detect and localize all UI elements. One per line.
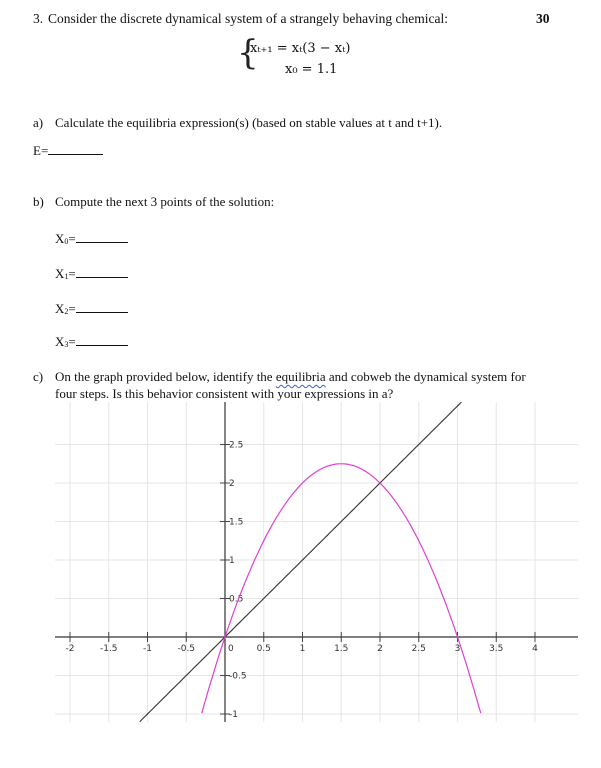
x1-var: X [55, 266, 65, 281]
y-tick-label: 0.5 [229, 594, 244, 605]
question-intro: Consider the discrete dynamical system of a strangely behaving chemical: [48, 11, 448, 26]
graph-curves [140, 402, 481, 722]
x-tick-label: 2 [377, 644, 383, 654]
x-tick-label: -1.5 [99, 644, 118, 654]
equilibria-answer-label: E= [33, 143, 49, 158]
recurrence-equation: xₜ₊₁ = xₜ(3 − xₜ) [250, 41, 351, 56]
part-a-text: Calculate the equilibria expression(s) (based on stable values at t and t+1). [55, 115, 443, 130]
x-tick-label: 0.5 [256, 644, 271, 654]
x2-var: X [55, 301, 65, 316]
part-b-label: b) [33, 194, 44, 209]
part-c-flagged-word: equilibria [275, 369, 326, 384]
y-tick-label: -0.5 [229, 671, 247, 682]
part-c-text-start: On the graph provided below, identify the [55, 369, 276, 384]
part-b-text: Compute the next 3 points of the solution: [55, 194, 275, 209]
x-tick-label: 3.5 [489, 644, 504, 654]
part-c-text-end: and cobweb the dynamical system for [325, 369, 526, 384]
x-tick-label: 1 [299, 644, 306, 654]
x-tick-label: 3 [454, 644, 461, 654]
x1-eq: = [68, 266, 76, 281]
graph-grid [55, 402, 578, 722]
y-tick-label: 2.5 [229, 440, 244, 451]
part-c-label: c) [33, 369, 44, 384]
x3-eq: = [68, 334, 76, 349]
question-number: 3. [33, 11, 44, 26]
initial-condition: x₀ = 1.1 [285, 62, 338, 77]
part-a-label: a) [33, 115, 44, 130]
graph-ticks [66, 441, 539, 721]
x0-eq: = [68, 231, 76, 246]
y-tick-label: -1 [229, 710, 238, 720]
part-c-text-line2: four steps. Is this behavior consistent with your expressions in a? [55, 386, 394, 401]
identity-line [140, 402, 462, 722]
x1-sub: 1 [64, 272, 69, 281]
x3-sub: 3 [64, 340, 69, 349]
y-tick-label: 2 [229, 479, 235, 489]
x2-sub: 2 [64, 307, 69, 316]
x-tick-label: -2 [65, 644, 75, 654]
x-tick-label: -1 [143, 644, 152, 654]
y-tick-label: 1 [229, 556, 235, 566]
system-brace: { [237, 33, 259, 73]
x-tick-label: 1.5 [334, 644, 349, 654]
x-tick-label: -0.5 [177, 644, 196, 654]
x2-eq: = [68, 301, 76, 316]
x3-var: X [55, 334, 65, 349]
x0-sub: 0 [64, 237, 69, 246]
x-tick-label: 0 [228, 644, 234, 654]
x0-var: X [55, 231, 65, 246]
y-tick-label: 1.5 [229, 517, 244, 528]
question-points: 30 [536, 11, 550, 26]
graph-axes [55, 402, 578, 722]
x-tick-label: 2.5 [411, 644, 426, 654]
x-tick-label: 4 [532, 644, 538, 654]
